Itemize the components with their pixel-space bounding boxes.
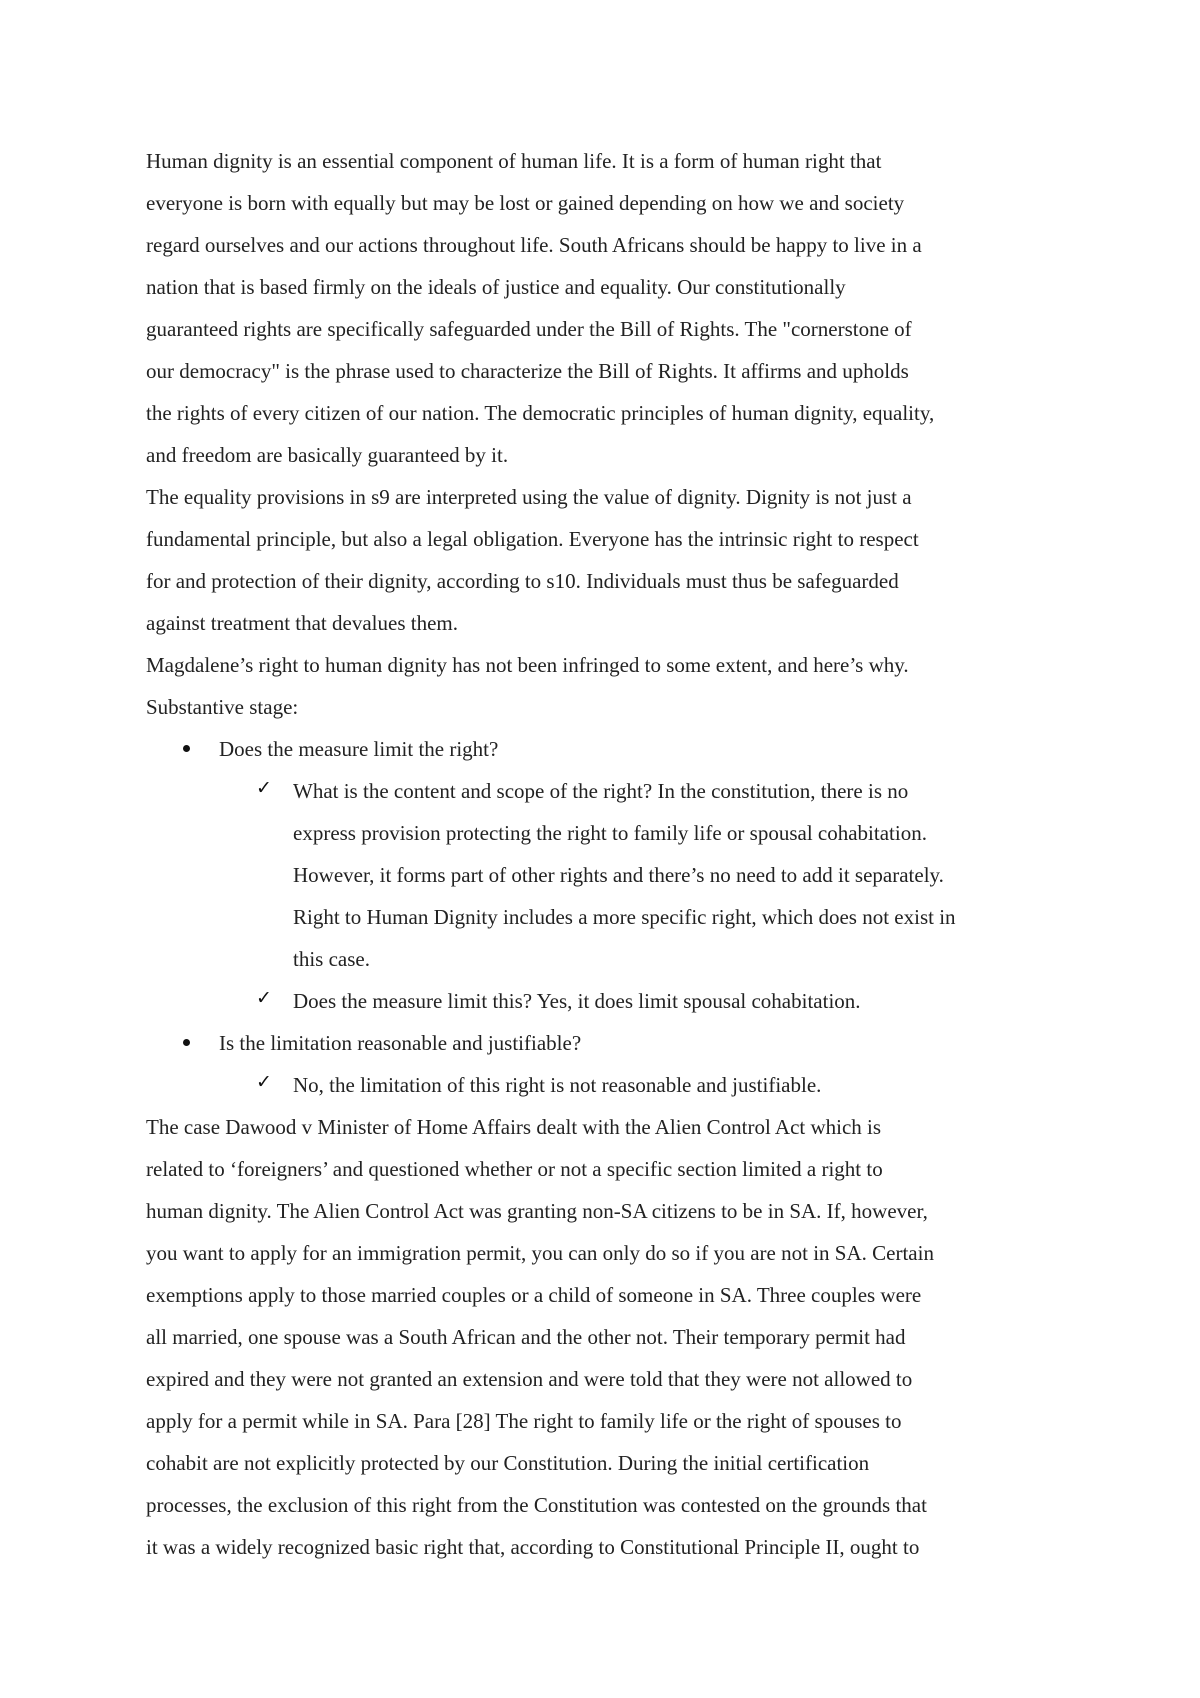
paragraph-2-line: for and protection of their dignity, according to s10. Individuals must thus be safeguarded (146, 569, 899, 593)
paragraph-2-line: The equality provisions in s9 are interpreted using the value of dignity. Dignity is not just a (146, 485, 912, 509)
check-item-line: express provision protecting the right to family life or spousal cohabitation. (293, 821, 927, 845)
paragraph-4-line: human dignity. The Alien Control Act was granting non-SA citizens to be in SA. If, however, (146, 1199, 928, 1223)
checkmark-icon: ✓ (256, 987, 272, 1009)
check-item-line: However, it forms part of other rights and there’s no need to add it separately. (293, 863, 944, 887)
paragraph-4-line: it was a widely recognized basic right that, according to Constitutional Principle II, ought to (146, 1535, 920, 1559)
bullet-item: Does the measure limit the right? (219, 737, 499, 761)
check-item-line: No, the limitation of this right is not reasonable and justifiable. (293, 1073, 822, 1097)
check-item-line: this case. (293, 947, 370, 971)
check-item-line: Right to Human Dignity includes a more specific right, which does not exist in (293, 905, 956, 929)
paragraph-1-line: and freedom are basically guaranteed by it. (146, 443, 509, 467)
paragraph-4-line: The case Dawood v Minister of Home Affairs dealt with the Alien Control Act which is (146, 1115, 882, 1139)
stage-heading: Substantive stage: (146, 695, 299, 719)
paragraph-4-line: cohabit are not explicitly protected by our Constitution. During the initial certification (146, 1451, 870, 1475)
check-item-line: Does the measure limit this? Yes, it does limit spousal cohabitation. (293, 989, 861, 1013)
paragraph-4-line: exemptions apply to those married couples or a child of someone in SA. Three couples were (146, 1283, 922, 1307)
paragraph-2-line: fundamental principle, but also a legal obligation. Everyone has the intrinsic right to respect (146, 527, 919, 551)
paragraph-1-line: everyone is born with equally but may be lost or gained depending on how we and society (146, 191, 905, 215)
paragraph-1-line: our democracy" is the phrase used to characterize the Bill of Rights. It affirms and upholds (146, 359, 909, 383)
paragraph-3: Magdalene’s right to human dignity has not been infringed to some extent, and here’s why. (146, 653, 909, 677)
paragraph-4-line: all married, one spouse was a South African and the other not. Their temporary permit had (146, 1325, 906, 1349)
paragraph-4-line: you want to apply for an immigration permit, you can only do so if you are not in SA. Certain (146, 1241, 934, 1265)
bullet-dot (183, 745, 190, 752)
paragraph-1-line: nation that is based firmly on the ideals of justice and equality. Our constitutionally (146, 275, 846, 299)
checkmark-icon: ✓ (256, 1071, 272, 1093)
paragraph-4-line: related to ‘foreigners’ and questioned whether or not a specific section limited a right to (146, 1157, 883, 1181)
checkmark-icon: ✓ (256, 777, 272, 799)
paragraph-2-line: against treatment that devalues them. (146, 611, 458, 635)
paragraph-4-line: apply for a permit while in SA. Para [28] The right to family life or the right of spouses to (146, 1409, 902, 1433)
paragraph-1-line: Human dignity is an essential component of human life. It is a form of human right that (146, 149, 882, 173)
paragraph-1-line: the rights of every citizen of our nation. The democratic principles of human dignity, equality, (146, 401, 935, 425)
check-item-line: What is the content and scope of the right? In the constitution, there is no (293, 779, 909, 803)
paragraph-4-line: expired and they were not granted an extension and were told that they were not allowed to (146, 1367, 913, 1391)
bullet-item: Is the limitation reasonable and justifiable? (219, 1031, 582, 1055)
paragraph-4-line: processes, the exclusion of this right from the Constitution was contested on the grounds that (146, 1493, 927, 1517)
paragraph-1-line: regard ourselves and our actions throughout life. South Africans should be happy to live in a (146, 233, 922, 257)
paragraph-1-line: guaranteed rights are specifically safeguarded under the Bill of Rights. The "cornerstone of (146, 317, 912, 341)
bullet-dot (183, 1039, 190, 1046)
